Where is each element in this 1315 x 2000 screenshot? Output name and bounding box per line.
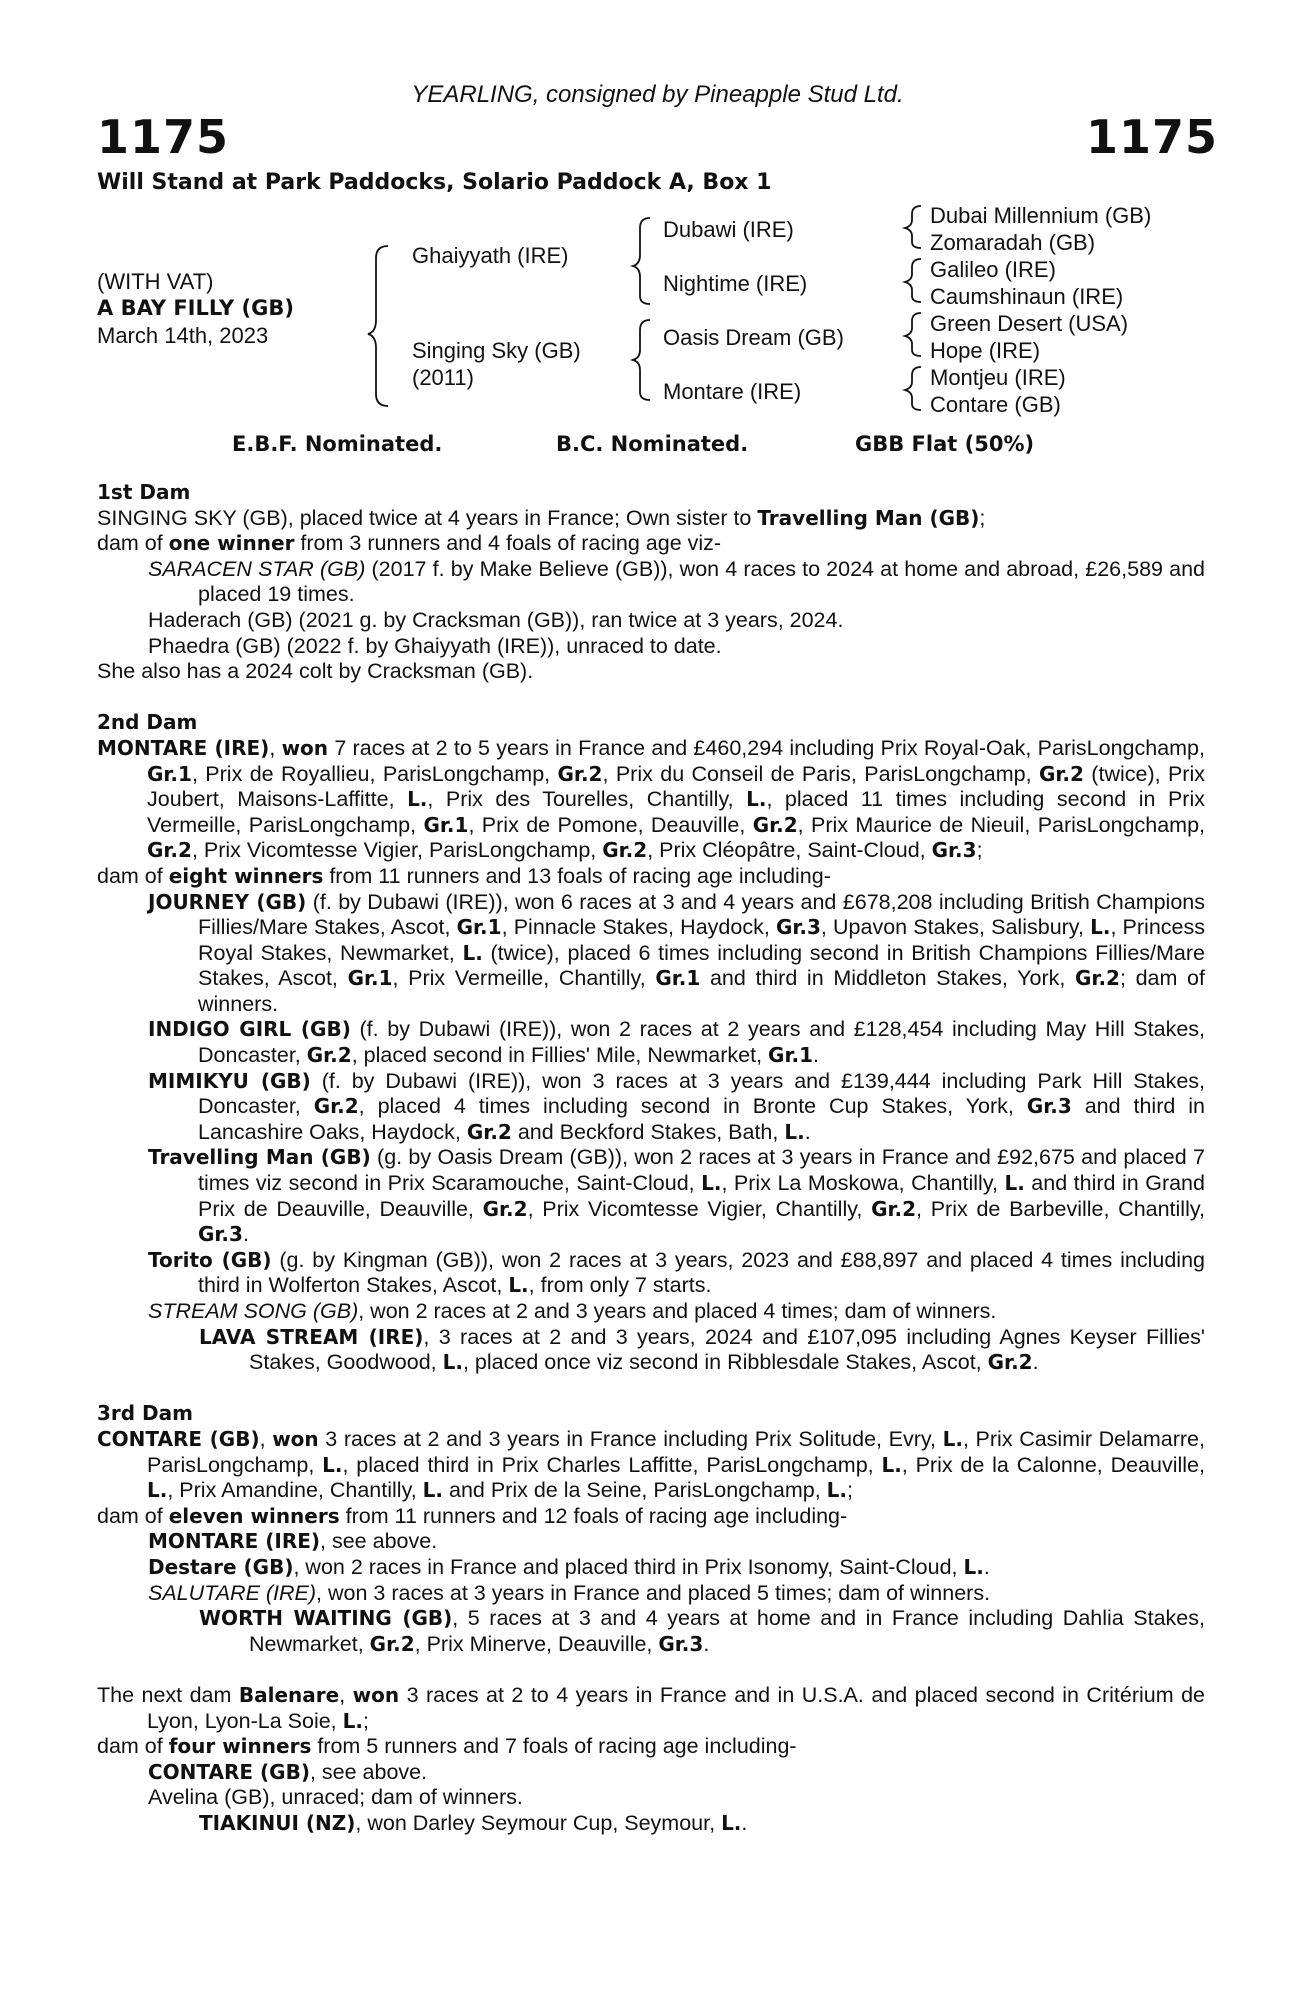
next-dam-produce: dam of four winners from 5 runners and 7 foals of racing age including- [97, 1734, 797, 1759]
dam: Singing Sky (GB) [412, 338, 581, 363]
third-dam-produce: dam of eleven winners from 11 runners and 12 foals of racing age including- [97, 1503, 848, 1528]
produce-phaedra: Phaedra (GB) (2022 f. by Ghaiyyath (IRE)), unraced to date. [148, 633, 722, 658]
ssd: Zomaradah (GB) [930, 230, 1096, 255]
produce-journey: JOURNEY (GB) (f. by Dubawi (IRE)), won 6 races at 3 and 4 years and £678,208 including British Champions Fillies/Mare Stakes, Ascot, Gr.1, Pinnacle Stakes, Haydock, Gr.3, Upavon Stakes, Salisbury, L., Princess Royal Stakes, Newmarket, L. (twice), placed 6 times including second in British Champions Fillies/Mare Stakes, Ascot, Gr.1, Prix Vermeille, Chantilly, Gr.1 and third in Middleton Stakes, York, Gr.2; dam of winners. [148, 889, 1206, 1016]
second-dam-montare: MONTARE (IRE), won 7 races at 2 to 5 years in France and £460,294 including Prix Royal-Oak, ParisLongchamp, Gr.1, Prix de Royallieu, ParisLongchamp, Gr.2, Prix du Conseil de Paris, ParisLongchamp, Gr.2 (twice), Prix Joubert, Maisons-Laffitte, L., Prix des Tourelles, Chantilly, L., placed 11 times including second in Prix Vermeille, ParisLongchamp, Gr.1, Prix de Pomone, Deauville, Gr.2, Prix Maurice de Nieuil, ParisLongchamp, Gr.2, Prix Vicomtesse Vigier, ParisLongchamp, Gr.2, Prix Cléopâtre, Saint-Cloud, Gr.3; [97, 735, 1206, 863]
sss: Dubai Millennium (GB) [930, 203, 1152, 228]
stand-location: Will Stand at Park Paddocks, Solario Paddock A, Box 1 [97, 170, 772, 195]
brace-main [368, 246, 388, 406]
dds: Montjeu (IRE) [930, 365, 1066, 390]
brace-ss [905, 206, 921, 248]
produce-salutare: SALUTARE (IRE), won 3 races at 3 years in France and placed 5 times; dam of winners. [148, 1580, 991, 1605]
brace-sire [633, 218, 650, 304]
produce-colt: She also has a 2024 colt by Cracksman (GB). [97, 659, 534, 684]
ebf-nomination: E.B.F. Nominated. [232, 432, 443, 456]
bc-nomination: B.C. Nominated. [556, 432, 749, 456]
brace-sd [905, 259, 921, 302]
gbb-flat: GBB Flat (50%) [855, 432, 1035, 456]
sire-sire: Dubawi (IRE) [663, 217, 794, 242]
brace-ds [905, 313, 921, 356]
produce-contare-ref: CONTARE (GB), see above. [148, 1759, 428, 1784]
sire: Ghaiyyath (IRE) [412, 243, 569, 268]
section-title-2nd-dam: 2nd Dam [97, 710, 198, 735]
catalogue-body [97, 480, 1205, 1836]
first-dam-line: SINGING SKY (GB), placed twice at 4 years in France; Own sister to Travelling Man (GB); [97, 505, 986, 530]
dam-sire: Oasis Dream (GB) [663, 325, 844, 350]
section-title-1st-dam: 1st Dam [97, 480, 191, 504]
brace-dam [633, 320, 650, 400]
third-dam-contare: CONTARE (GB), won 3 races at 2 and 3 years in France including Prix Solitude, Evry, L., Prix Casimir Delamarre, ParisLongchamp, L., placed third in Prix Charles Laffitte, ParisLongchamp, L., Prix de la Calonne, Deauville, L., Prix Amandine, Chantilly, L. and Prix de la Seine, ParisLongchamp, L.; [97, 1426, 1205, 1503]
dsd: Hope (IRE) [930, 338, 1041, 363]
first-dam-produce: dam of one winner from 3 runners and 4 foals of racing age viz- [97, 531, 722, 556]
produce-torito: Torito (GB) (g. by Kingman (GB)), won 2 races at 3 years, 2023 and £88,897 and placed 4 times including third in Wolferton Stakes, Ascot, L., from only 7 starts. [148, 1247, 1205, 1298]
produce-worth-waiting: WORTH WAITING (GB), 5 races at 3 and 4 years at home and in France including Dahlia Stakes, Newmarket, Gr.2, Prix Minerve, Deauville, Gr.3. [199, 1606, 1205, 1656]
vat-note: (WITH VAT) [97, 269, 214, 294]
produce-haderach: Haderach (GB) (2021 g. by Cracksman (GB)), ran twice at 3 years, 2024. [148, 607, 844, 632]
dss: Green Desert (USA) [930, 311, 1129, 336]
next-dam-balenare: The next dam Balenare, won 3 races at 2 to 4 years in France and in U.S.A. and placed second in Critérium de Lyon, Lyon-La Soie, L.; [97, 1682, 1206, 1733]
produce-stream-song: STREAM SONG (GB), won 2 races at 2 and 3 years and placed 4 times; dam of winners. [148, 1299, 997, 1323]
lot-number-right: 1175 [1085, 110, 1218, 164]
produce-indigo-girl: INDIGO GIRL (GB) (f. by Dubawi (IRE)), won 2 races at 2 years and £128,454 including May Hill Stakes, Doncaster, Gr.2, placed second in Fillies' Mile, Newmarket, Gr.1. [148, 1017, 1205, 1068]
produce-travelling-man: Travelling Man (GB) (g. by Oasis Dream (GB)), won 2 races at 3 years in France and £92,675 and placed 7 times viz second in Prix Scaramouche, Saint-Cloud, L., Prix La Moskowa, Chantilly, L. and third in Grand Prix de Deauville, Deauville, Gr.2, Prix Vicomtesse Vigier, Chantilly, Gr.2, Prix de Barbeville, Chantilly, Gr.3. [148, 1145, 1205, 1247]
consignment-line: YEARLING, consigned by Pineapple Stud Ltd. [411, 81, 904, 108]
sdd: Caumshinaun (IRE) [930, 284, 1124, 309]
sire-dam: Nightime (IRE) [663, 271, 808, 296]
foaling-date: March 14th, 2023 [97, 323, 269, 348]
produce-montare-ref: MONTARE (IRE), see above. [148, 1529, 438, 1554]
dam-dam: Montare (IRE) [663, 379, 802, 404]
produce-lava-stream: LAVA STREAM (IRE), 3 races at 2 and 3 years, 2024 and £107,095 including Agnes Keyser Fillies' Stakes, Goodwood, L., placed once viz second in Ribblesdale Stakes, Ascot, Gr.2. [199, 1324, 1205, 1375]
produce-destare: Destare (GB), won 2 races in France and placed third in Prix Isonomy, Saint-Cloud, L.. [148, 1554, 990, 1579]
produce-saracen-star: SARACEN STAR (GB) (2017 f. by Make Believe (GB)), won 4 races to 2024 at home and abroad, £26,589 and placed 19 times. [148, 556, 1206, 607]
produce-tiakinui: TIAKINUI (NZ), won Darley Seymour Cup, Seymour, L.. [199, 1810, 748, 1835]
dam-year: (2011) [412, 365, 474, 390]
produce-mimikyu: MIMIKYU (GB) (f. by Dubawi (IRE)), won 3 races at 3 years and £139,444 including Park Hill Stakes, Doncaster, Gr.2, placed 4 times including second in Bronte Cup Stakes, York, Gr.3 and third in Lancashire Oaks, Haydock, Gr.2 and Beckford Stakes, Bath, L.. [148, 1068, 1205, 1144]
second-dam-produce: dam of eight winners from 11 runners and 13 foals of racing age including- [97, 863, 831, 888]
ddd: Contare (GB) [930, 392, 1061, 417]
lot-number-left: 1175 [97, 110, 230, 164]
brace-dd [905, 367, 921, 410]
produce-avelina: Avelina (GB), unraced; dam of winners. [148, 1785, 523, 1810]
section-title-3rd-dam: 3rd Dam [97, 1401, 193, 1426]
horse-name: A BAY FILLY (GB) [97, 296, 294, 320]
sds: Galileo (IRE) [930, 257, 1056, 282]
